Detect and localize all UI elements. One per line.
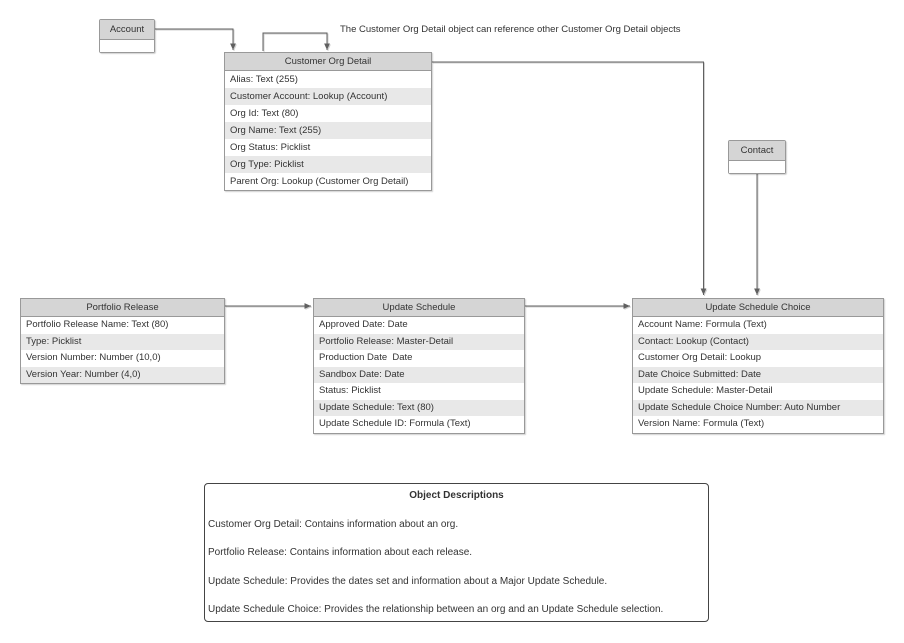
field-row: Update Schedule: Master-Detail [633,383,883,400]
object-descriptions-title: Object Descriptions [409,490,504,501]
entity-update-schedule-choice [632,298,884,434]
field-row: Version Number: Number (10,0) [21,350,224,367]
field-row: Org Id: Text (80) [225,105,431,122]
entity-account [99,19,155,53]
entity-update-schedule-choice-title: Update Schedule Choice [633,299,883,317]
field-row: Version Year: Number (4,0) [21,367,224,384]
connector-customer-org-detail-self-reference [263,33,327,51]
field-row: Contact: Lookup (Contact) [633,334,883,351]
entity-account-title: Account [100,20,154,40]
field-row: Customer Account: Lookup (Account) [225,88,431,105]
field-row: Update Schedule ID: Formula (Text) [314,416,524,433]
field-row: Version Name: Formula (Text) [633,416,883,433]
entity-portfolio-release [20,298,225,384]
field-row: Portfolio Release Name: Text (80) [21,317,224,334]
field-row: Date Choice Submitted: Date [633,367,883,384]
description-item: Customer Org Detail: Contains information about an org. [208,518,459,530]
object-descriptions-box [204,483,709,622]
field-row: Update Schedule: Text (80) [314,400,524,417]
field-row: Approved Date: Date [314,317,524,334]
field-row: Org Status: Picklist [225,139,431,156]
connector-customer-org-detail-to-update-schedule-choice [432,62,704,295]
entity-update-schedule-title: Update Schedule [314,299,524,317]
field-row: Org Type: Picklist [225,156,431,173]
entity-contact [728,140,786,174]
entity-portfolio-release-title: Portfolio Release [21,299,224,317]
field-row: Status: Picklist [314,383,524,400]
field-row: Org Name: Text (255) [225,122,431,139]
field-row: Alias: Text (255) [225,71,431,88]
field-row: Parent Org: Lookup (Customer Org Detail) [225,173,431,190]
entity-customer-org-detail [224,52,432,191]
field-row: Customer Org Detail: Lookup [633,350,883,367]
entity-contact-title: Contact [729,141,785,161]
entity-contact-body [729,161,785,173]
entity-account-body [100,40,154,52]
description-item: Update Schedule: Provides the dates set and information about a Major Update Schedule. [208,575,608,587]
description-item: Portfolio Release: Contains information about each release. [208,547,473,558]
field-row: Portfolio Release: Master-Detail [314,334,524,351]
field-row: Sandbox Date: Date [314,367,524,384]
connector-account-to-customer-org-detail [155,29,233,50]
self-reference-annotation: The Customer Org Detail object can reference other Customer Org Detail objects [340,24,681,35]
description-item: Update Schedule Choice: Provides the relationship between an org and an Update Schedule selection. [208,604,664,615]
field-row: Account Name: Formula (Text) [633,317,883,334]
entity-customer-org-detail-title: Customer Org Detail [225,53,431,71]
field-row: Production Date Date [314,350,524,367]
field-row: Type: Picklist [21,334,224,351]
entity-update-schedule [313,298,525,434]
field-row: Update Schedule Choice Number: Auto Number [633,400,883,417]
